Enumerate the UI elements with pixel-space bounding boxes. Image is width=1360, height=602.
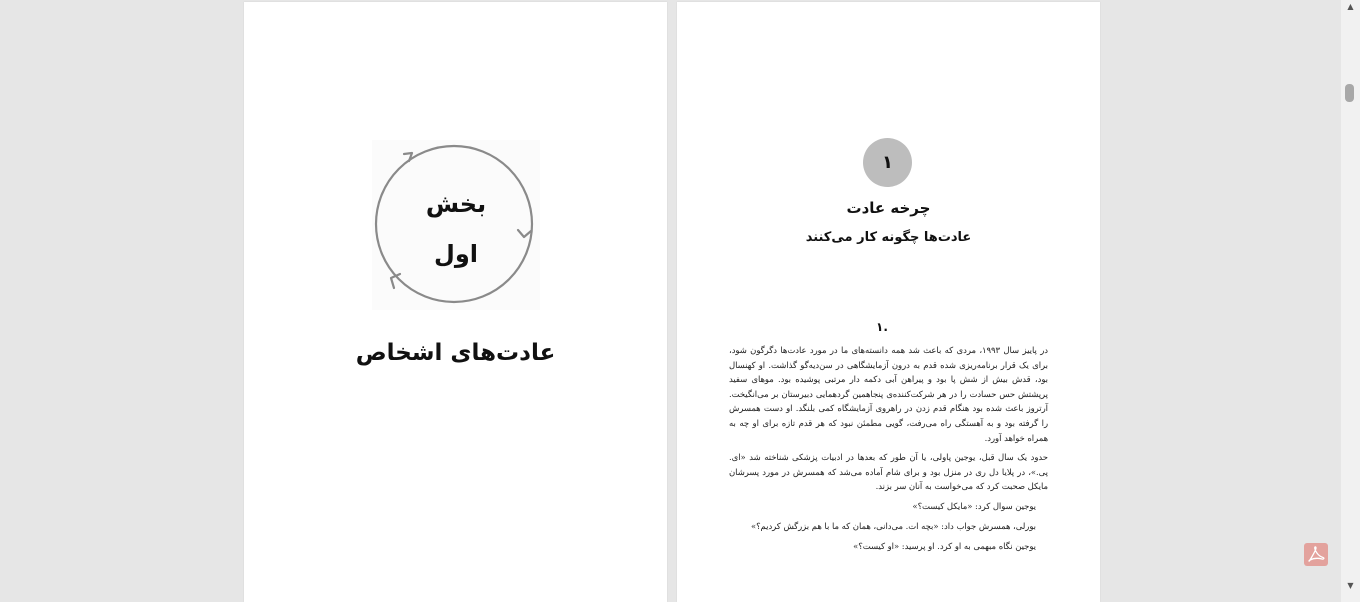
scroll-thumb[interactable]: [1345, 84, 1354, 102]
section-number: ۱.: [876, 320, 888, 334]
part-emblem: [372, 140, 540, 310]
vertical-scrollbar[interactable]: [1341, 0, 1360, 602]
chapter-subtitle: عادت‌ها چگونه کار می‌کنند: [805, 230, 972, 245]
part-title: عادت‌های اشخاص: [355, 340, 556, 366]
paragraph: حدود یک سال قبل، یوجین پاولی، یا آن طور که بعدها در ادبیات پزشکی شناخته شد «ای. پی.»، در پلایا دل ری در منزل بود و برای شام آماده می‌شد که همسرش در مورد پسرشان مایکل صحبت کرد که می‌خواست به آنان سر بزند.: [729, 452, 1048, 492]
page-left: [244, 2, 667, 602]
open-pdf-button[interactable]: [1304, 543, 1328, 566]
pdf-icon: [1307, 546, 1325, 563]
emblem-word-first: اول: [434, 240, 478, 268]
dialog-line: یوجین نگاه مبهمی به او کرد. او پرسید: «او کیست؟»: [853, 540, 1036, 551]
dialog-line: بورلی، همسرش جواب داد: «بچه ات. می‌دانی، همان که ما با هم بزرگش کردیم؟»: [750, 520, 1036, 531]
cycle-arrows-icon: [372, 140, 540, 310]
emblem-word-part: بخش: [425, 190, 487, 218]
paragraph: در پاییز سال ۱۹۹۳، مردی که باعث شد همه دانسته‌های ما در مورد عادت‌ها دگرگون شود، برای یک قرار برنامه‌ریزی شده قدم به درون آزمایشگاهی در سن‌دیه‌گو گذاشت. او کهنسال بود، قدش بیش از شش پا بود و پیراهن آبی دکمه دار مرتبی پوشیده بود. موهای سفید پرپشتش حس حسادت را در هر شرکت‌کننده‌ی پنجاهمین گردهمایی دبیرستان بر می‌انگیخت. آرتروز باعث شده بود هنگام قدم زدن در راهروی آزمایشگاه کمی بلنگد. او دست همسرش را گرفته بود و به آهستگی راه می‌رفت، گویی مطمئن نبود که هر قدم تازه برای او چه به همراه خواهد آورد.: [729, 345, 1048, 443]
chapter-title: چرخه عادت: [846, 199, 931, 217]
scroll-up-arrow[interactable]: ▲: [1347, 2, 1354, 11]
dialog-line: یوجین سوال کرد: «مایکل کیست؟»: [912, 500, 1036, 511]
chapter-number-badge: ۱: [863, 138, 912, 187]
chapter-body-text: [729, 343, 1048, 559]
page-right: [677, 2, 1100, 602]
scroll-down-arrow[interactable]: ▼: [1347, 581, 1354, 590]
